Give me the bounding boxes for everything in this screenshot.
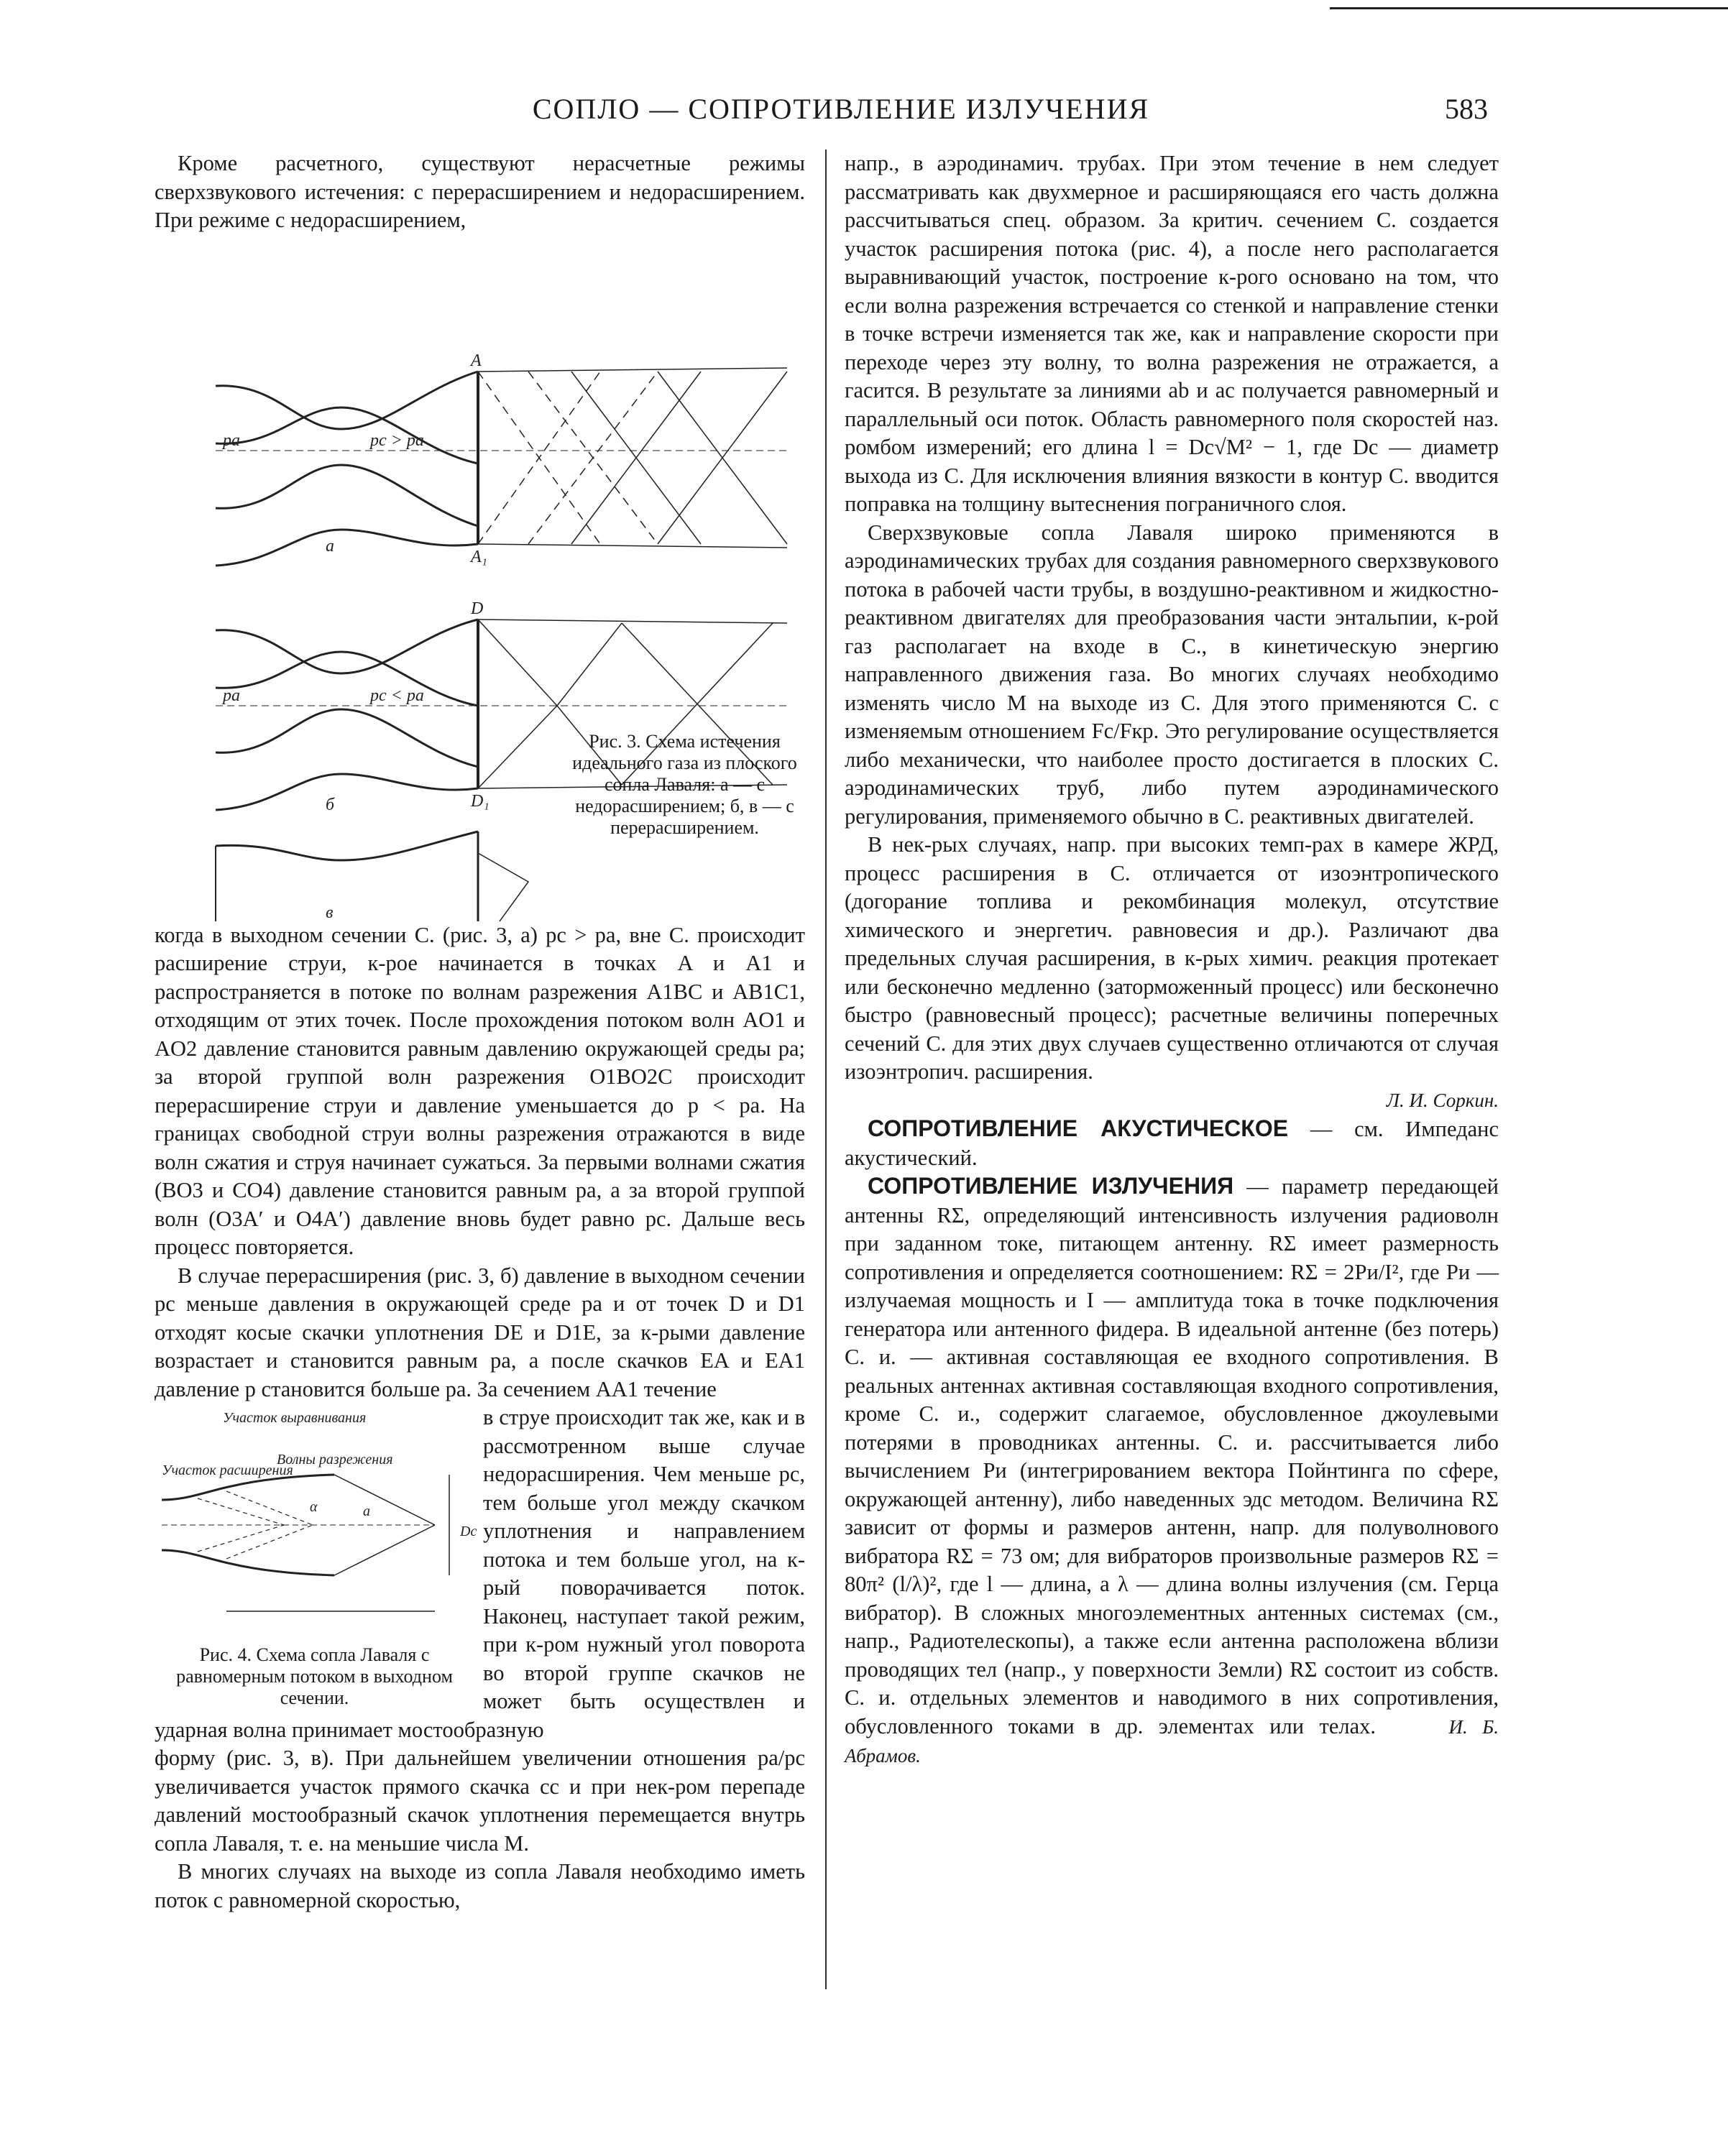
right-column xyxy=(845,149,1499,1771)
svg-text:A: A xyxy=(471,351,482,370)
top-rule xyxy=(1330,7,1728,9)
svg-text:α: α xyxy=(310,1499,318,1515)
figure-4 xyxy=(155,1406,477,1709)
figure-4-diagram xyxy=(155,1406,477,1636)
paragraph: В многих случаях на выходе из сопла Лаваля необходимо иметь поток с равномерной скоростью, xyxy=(155,1859,805,1912)
figure-4-label-left: Участок расширения xyxy=(162,1462,293,1478)
svg-text:a: a xyxy=(363,1503,370,1519)
svg-text:Dc: Dc xyxy=(460,1524,477,1539)
entry-radiation xyxy=(845,1172,1499,1771)
svg-text:pc > pa: pc > pa xyxy=(370,430,424,450)
entry-acoustic-head: СОПРОТИВЛЕНИЕ АКУСТИЧЕСКОЕ xyxy=(868,1115,1289,1141)
column-divider xyxy=(825,149,827,1989)
entry-acoustic xyxy=(845,1115,1499,1172)
figure-3-caption: Рис. 3. Схема истечения идеального газа из плоского сопла Лаваля: а — с недорасширением; б, в — с перерасширением. xyxy=(572,730,797,838)
running-header: СОПЛО — СОПРОТИВЛЕНИЕ ИЗЛУЧЕНИЯ xyxy=(532,93,1150,125)
svg-text:б: б xyxy=(326,795,335,814)
paragraph: В случае перерасширения (рис. 3, б) давление в выходном сечении pc меньше давления в окружающей среде pa и от точек D и D1 отходят косые скачки уплотнения DE и D1E, за к-рыми давление возрастает и становится равным pa, а после скачков EA и EA1 давление p становится больше pa. За сечением AA1 течение xyxy=(155,1263,805,1401)
paragraph: в струе происходит так же, как и в рассмотренном выше случае недорасширения. Чем меньше pc, тем больше угол между скачком уплотнения и направлением потока и тем больше угол, на к-рый поворачивается поток. Наконец, наступает такой режим, при к-ром нужный угол поворота во второй группе скачков не может быть осуществлен и ударная волна принимает мостообразную xyxy=(155,1405,805,1742)
paragraph: когда в выходном сечении С. (рис. 3, а) pc > pa, вне С. происходит расширение струи, к-рое начинается в точках A и A1 и распространяется в потоке по волнам разрежения A1BC и AB1C1, отходящим от этих точек. После прохождения потоком волн AO1 и AO2 давление становится равным давлению окружающей среды pa; за второй группой волн разрежения O1BO2C происходит перерасширение струи и давление уменьшается до p < pa. На границах свободной струи волны разрежения отражаются в виде волн сжатия и струя начинает сужаться. За первыми волнами сжатия (BO3 и CO4) давление становится равным pa, а за второй группой волн (O3A′ и O4A′) давление вновь будет равно pc. Дальше весь процесс повторяется. xyxy=(155,922,805,1259)
author-sorkin: Л. И. Соркин. xyxy=(1386,1089,1499,1111)
paragraph: В нек-рых случаях, напр. при высоких темп-рах в камере ЖРД, процесс расширения в С. отличается от изоэнтропического (догорание топлива и рекомбинация молекул, отсутствие химического и энергетич. равновесия и др.). Различают два предельных случая расширения, в к-рых химич. реакция протекает или бесконечно медленно (заторможенный процесс) или бесконечно быстро (равновесный процесс); расчетные величины поперечных сечений С. для этих двух случаев существенно отличаются от случая изоэнтропич. расширения. xyxy=(845,832,1499,1084)
svg-text:pa: pa xyxy=(223,686,240,705)
figure-4-label-top: Участок выравнивания xyxy=(223,1410,367,1426)
paragraph: Кроме расчетного, существуют нерасчетные режимы сверхзвукового истечения: с перерасширением и недорасширением. При режиме с недорасширением, xyxy=(155,151,805,232)
author-abramov: И. Б. Абрамов. xyxy=(845,1715,1499,1766)
paragraph: Сверхзвуковые сопла Лаваля широко применяются в аэродинамических трубах для создания равномерного сверхзвукового потока в рабочей части трубы, в воздушно-реактивном и жидкостно-реактивном двигателях для преобразования части энтальпии, к-рой газ располагает на входе в С., в кинетическую энергию направленного движения газа. Во многих случаях необходимо изменять число M на выходе из С. Для этого применяются С. с изменяемым отношением Fc/Fкр. Это регулирование осуществляется либо механически, что наиболее просто достигается в плоских С. аэродинамических труб, либо путем аэродинамического регулирования, применяемого обычно в С. реактивных двигателей. xyxy=(845,520,1499,829)
entry-radiation-head: СОПРОТИВЛЕНИЕ ИЗЛУЧЕНИЯ xyxy=(868,1173,1234,1199)
figure-4-label-waves: Волны разрежения xyxy=(277,1452,393,1468)
svg-text:D: D xyxy=(471,599,484,618)
svg-text:pa: pa xyxy=(223,430,240,450)
svg-text:A₁: A₁ xyxy=(471,547,488,566)
page-number: 583 xyxy=(1445,93,1488,125)
entry-radiation-text: — параметр передающей антенны RΣ, определяющий интенсивность излучения радиоволн при заданном токе, питающем антенну. RΣ имеет размерность сопротивления и определяется соотношением: RΣ = 2Pи/I², где Pи — излучаемая мощность и I — амплитуда тока в точке подключения генератора или антенного фидера. В идеальной антенне (без потерь) С. и. — активная составляющая ее входного сопротивления. В реальных антеннах активная составляющая входного сопротивления, кроме С. и., содержит слагаемое, обусловленное джоулевыми потерями в проводниках антенны. С. и. рассчитывается либо вычислением Pи (интегрированием вектора Пойнтинга по сфере, окружающей антенну), либо наведенных эдс методом. Величина RΣ зависит от формы и размеров антенн, напр. для полуволнового вибратора RΣ = 73 ом; для вибраторов произвольные размеров RΣ = 80π² (l/λ)², где l — длина, а λ — длина волны излучения (см. Герца вибратор). В сложных многоэлементных антенных системах (см., напр., Радиотелескопы), а также если антенна расположена вблизи проводящих тел (напр., у поверхности Земли) RΣ состоит из собств. С. и. отдельных элементов и наводимого в них сопротивления, обусловленного токами в др. элементах или телах. xyxy=(845,1174,1499,1738)
figure-3 xyxy=(155,235,805,921)
figure-4-caption: Рис. 4. Схема сопла Лаваля с равномерным потоком в выходном сечении. xyxy=(176,1644,453,1708)
left-column xyxy=(155,149,805,1915)
entry-acoustic-text: — см. Импеданс акустический. xyxy=(845,1117,1499,1170)
svg-text:a: a xyxy=(326,536,334,556)
svg-text:в: в xyxy=(326,903,334,922)
paragraph: форму (рис. 3, в). При дальнейшем увеличении отношения pa/pc увеличивается участок прямого скачка cc и при нек-ром перепаде давлений мостообразный скачок уплотнения перемещается внутрь сопла Лаваля, т. е. на меньшие числа M. xyxy=(155,1746,805,1856)
svg-text:D₁: D₁ xyxy=(471,791,490,811)
paragraph: напр., в аэродинамич. трубах. При этом течение в нем следует рассматривать как двухмерное и расширяющаяся его часть должна рассчитываться спец. образом. За критич. сечением С. создается участок расширения потока (рис. 4), а после него располагается выравнивающий участок, построение к-рого основано на том, что если волна разрежения встречается со стенкой и направление стенки в точке встречи изменяется так же, как и направление скорости при переходе через эту волну, то волна разрежения не отражается, а гасится. В результате за линиями ab и ac получается равномерный и параллельный оси поток. Область равномерного поля скоростей наз. ромбом измерений; его длина l = Dc√M² − 1, где Dc — диаметр выхода из С. Для исключения влияния вязкости в контур С. вводится поправка на толщину вытеснения пограничного слоя. xyxy=(845,151,1499,516)
svg-text:pc < pa: pc < pa xyxy=(370,686,424,705)
